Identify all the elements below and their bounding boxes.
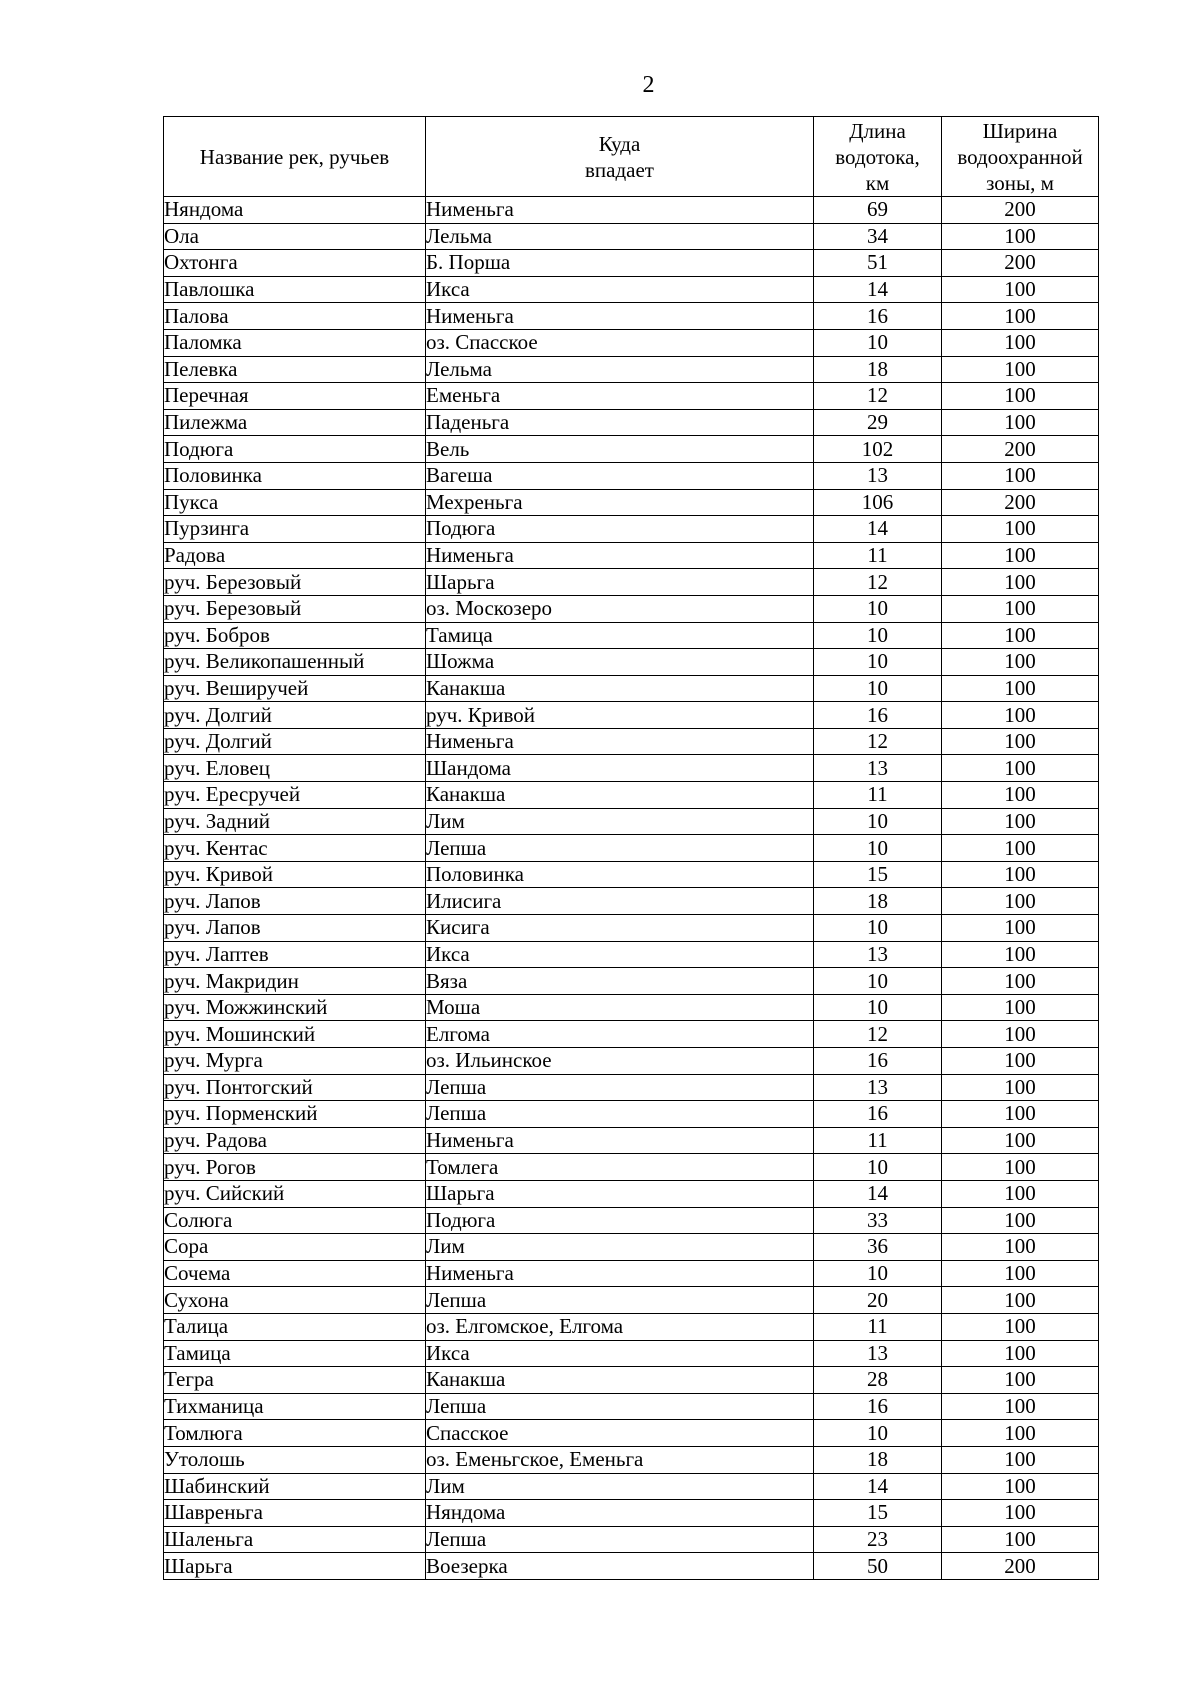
mouth-cell: Елгома [426,1021,814,1048]
table-row [164,915,1099,942]
width-cell: 100 [942,223,1099,250]
table-row [164,250,1099,277]
width-cell: 100 [942,1048,1099,1075]
table-row [164,1180,1099,1207]
river-name-cell: Охтонга [164,250,426,277]
river-name-cell: Пелевка [164,356,426,383]
length-cell: 29 [814,409,942,436]
river-name-cell: Подюга [164,436,426,463]
length-cell: 10 [814,622,942,649]
mouth-cell: Шандома [426,755,814,782]
mouth-cell: Тамица [426,622,814,649]
length-cell: 10 [814,595,942,622]
river-name-cell: Пурзинга [164,516,426,543]
table-row [164,994,1099,1021]
table-row [164,622,1099,649]
width-cell: 100 [942,595,1099,622]
mouth-cell: Икса [426,941,814,968]
mouth-cell: Лепша [426,1526,814,1553]
river-name-cell: Тамица [164,1340,426,1367]
table-row [164,1260,1099,1287]
river-name-cell: Павлошка [164,276,426,303]
river-name-cell: руч. Березовый [164,595,426,622]
width-cell: 100 [942,782,1099,809]
width-cell: 100 [942,1207,1099,1234]
river-name-cell: Радова [164,542,426,569]
mouth-cell: Лельма [426,223,814,250]
river-name-cell: Половинка [164,462,426,489]
mouth-cell: оз. Ильинское [426,1048,814,1075]
table-row [164,489,1099,516]
width-cell: 100 [942,542,1099,569]
width-cell: 100 [942,1313,1099,1340]
river-name-cell: руч. Лапов [164,888,426,915]
table-row [164,649,1099,676]
width-cell: 100 [942,1500,1099,1527]
river-name-cell: Солюга [164,1207,426,1234]
mouth-cell: Шарьга [426,1180,814,1207]
mouth-cell: Нименьга [426,1260,814,1287]
table-row [164,356,1099,383]
width-cell: 100 [942,1367,1099,1394]
river-name-cell: руч. Веширучей [164,675,426,702]
length-cell: 16 [814,702,942,729]
length-cell: 20 [814,1287,942,1314]
length-cell: 10 [814,1260,942,1287]
river-name-cell: Пилежма [164,409,426,436]
river-name-cell: руч. Березовый [164,569,426,596]
length-cell: 18 [814,888,942,915]
river-name-cell: руч. Рогов [164,1154,426,1181]
width-cell: 200 [942,489,1099,516]
header-protection-zone-width: Ширина водоохранной зоны, м [942,117,1099,197]
width-cell: 100 [942,728,1099,755]
width-cell: 100 [942,1420,1099,1447]
table-row [164,968,1099,995]
table-row [164,861,1099,888]
width-cell: 100 [942,861,1099,888]
mouth-cell: Нименьга [426,303,814,330]
river-name-cell: Палова [164,303,426,330]
mouth-cell: Икса [426,1340,814,1367]
table-row [164,569,1099,596]
length-cell: 15 [814,861,942,888]
river-name-cell: руч. Долгий [164,702,426,729]
mouth-cell: Лим [426,1473,814,1500]
width-cell: 100 [942,622,1099,649]
width-cell: 100 [942,356,1099,383]
mouth-cell: Канакша [426,675,814,702]
river-name-cell: Утолошь [164,1446,426,1473]
mouth-cell: Шарьга [426,569,814,596]
length-cell: 13 [814,462,942,489]
table-row [164,1154,1099,1181]
table-row [164,1500,1099,1527]
river-name-cell: руч. Понтогский [164,1074,426,1101]
river-name-cell: руч. Лапов [164,915,426,942]
table-row [164,1313,1099,1340]
table-row [164,276,1099,303]
width-cell: 100 [942,675,1099,702]
length-cell: 10 [814,994,942,1021]
length-cell: 11 [814,542,942,569]
length-cell: 13 [814,1340,942,1367]
width-cell: 100 [942,303,1099,330]
page-number: 2 [642,72,655,98]
table-row [164,1420,1099,1447]
table-row [164,383,1099,410]
mouth-cell: Нименьга [426,197,814,224]
width-cell: 100 [942,1446,1099,1473]
mouth-cell: Няндома [426,1500,814,1527]
mouth-cell: Вагеша [426,462,814,489]
table-row [164,595,1099,622]
length-cell: 10 [814,329,942,356]
rivers-table [163,116,1099,1580]
mouth-cell: оз. Еменьгское, Еменьга [426,1446,814,1473]
table-row [164,1526,1099,1553]
length-cell: 14 [814,1180,942,1207]
river-name-cell: Шарьга [164,1553,426,1580]
width-cell: 100 [942,649,1099,676]
length-cell: 50 [814,1553,942,1580]
width-cell: 100 [942,1180,1099,1207]
length-cell: 69 [814,197,942,224]
width-cell: 100 [942,569,1099,596]
width-cell: 100 [942,1101,1099,1128]
river-name-cell: Сочема [164,1260,426,1287]
table-row [164,1367,1099,1394]
mouth-cell: Б. Порша [426,250,814,277]
table-row [164,888,1099,915]
length-cell: 18 [814,356,942,383]
mouth-cell: Лим [426,808,814,835]
length-cell: 10 [814,1420,942,1447]
width-cell: 100 [942,516,1099,543]
table-row [164,1207,1099,1234]
length-cell: 11 [814,1313,942,1340]
table-row [164,1048,1099,1075]
table-row [164,1393,1099,1420]
width-cell: 100 [942,1473,1099,1500]
mouth-cell: Лепша [426,1074,814,1101]
mouth-cell: Моша [426,994,814,1021]
table-header-row [164,117,1099,197]
river-name-cell: Сухона [164,1287,426,1314]
length-cell: 11 [814,782,942,809]
width-cell: 100 [942,888,1099,915]
length-cell: 34 [814,223,942,250]
width-cell: 200 [942,1553,1099,1580]
width-cell: 200 [942,250,1099,277]
river-name-cell: руч. Кентас [164,835,426,862]
river-name-cell: руч. Сийский [164,1180,426,1207]
length-cell: 10 [814,649,942,676]
length-cell: 12 [814,569,942,596]
mouth-cell: руч. Кривой [426,702,814,729]
length-cell: 14 [814,1473,942,1500]
table-row [164,436,1099,463]
table-row [164,782,1099,809]
mouth-cell: Паденьга [426,409,814,436]
header-length: Длина водотока, км [814,117,942,197]
river-name-cell: Тихманица [164,1393,426,1420]
mouth-cell: оз. Москозеро [426,595,814,622]
mouth-cell: Лепша [426,1393,814,1420]
river-name-cell: Томлюга [164,1420,426,1447]
length-cell: 28 [814,1367,942,1394]
table-row [164,1446,1099,1473]
length-cell: 106 [814,489,942,516]
table-row [164,329,1099,356]
table-row [164,1021,1099,1048]
width-cell: 100 [942,915,1099,942]
length-cell: 16 [814,303,942,330]
length-cell: 18 [814,1446,942,1473]
river-name-cell: Талица [164,1313,426,1340]
river-name-cell: Сора [164,1234,426,1261]
river-name-cell: руч. Можжинский [164,994,426,1021]
river-name-cell: Шабинский [164,1473,426,1500]
length-cell: 16 [814,1048,942,1075]
width-cell: 100 [942,462,1099,489]
length-cell: 12 [814,728,942,755]
width-cell: 100 [942,276,1099,303]
table-row [164,197,1099,224]
length-cell: 10 [814,915,942,942]
width-cell: 100 [942,994,1099,1021]
mouth-cell: Нименьга [426,542,814,569]
width-cell: 100 [942,409,1099,436]
river-name-cell: Няндома [164,197,426,224]
mouth-cell: Лепша [426,1287,814,1314]
width-cell: 100 [942,383,1099,410]
river-name-cell: руч. Великопашенный [164,649,426,676]
mouth-cell: Канакша [426,782,814,809]
width-cell: 100 [942,1393,1099,1420]
table-row [164,1074,1099,1101]
width-cell: 100 [942,1074,1099,1101]
length-cell: 10 [814,808,942,835]
table-row [164,808,1099,835]
mouth-cell: оз. Спасское [426,329,814,356]
table-row [164,675,1099,702]
width-cell: 200 [942,436,1099,463]
river-name-cell: руч. Радова [164,1127,426,1154]
length-cell: 16 [814,1101,942,1128]
river-name-cell: руч. Еловец [164,755,426,782]
mouth-cell: Лельма [426,356,814,383]
length-cell: 36 [814,1234,942,1261]
width-cell: 100 [942,968,1099,995]
mouth-cell: Канакша [426,1367,814,1394]
length-cell: 12 [814,1021,942,1048]
mouth-cell: Мехреньга [426,489,814,516]
table-row [164,542,1099,569]
table-row [164,1287,1099,1314]
mouth-cell: Половинка [426,861,814,888]
width-cell: 100 [942,702,1099,729]
mouth-cell: Шожма [426,649,814,676]
width-cell: 100 [942,755,1099,782]
header-river-name: Название рек, ручьев [164,117,426,197]
width-cell: 100 [942,1021,1099,1048]
length-cell: 13 [814,1074,942,1101]
mouth-cell: Икса [426,276,814,303]
river-name-cell: руч. Долгий [164,728,426,755]
river-name-cell: руч. Мошинский [164,1021,426,1048]
mouth-cell: Лепша [426,1101,814,1128]
mouth-cell: Еменьга [426,383,814,410]
length-cell: 13 [814,941,942,968]
length-cell: 16 [814,1393,942,1420]
river-name-cell: Ола [164,223,426,250]
table-row [164,835,1099,862]
table-row [164,462,1099,489]
width-cell: 100 [942,835,1099,862]
table-row [164,755,1099,782]
mouth-cell: Лим [426,1234,814,1261]
length-cell: 23 [814,1526,942,1553]
length-cell: 14 [814,516,942,543]
river-name-cell: руч. Лаптев [164,941,426,968]
river-name-cell: Тегра [164,1367,426,1394]
river-name-cell: руч. Задний [164,808,426,835]
length-cell: 14 [814,276,942,303]
mouth-cell: Подюга [426,516,814,543]
length-cell: 12 [814,383,942,410]
table-row [164,303,1099,330]
width-cell: 100 [942,1287,1099,1314]
width-cell: 100 [942,329,1099,356]
length-cell: 10 [814,968,942,995]
river-name-cell: Перечная [164,383,426,410]
table-row [164,702,1099,729]
table-row [164,1340,1099,1367]
mouth-cell: Нименьга [426,728,814,755]
mouth-cell: Спасское [426,1420,814,1447]
river-name-cell: руч. Макридин [164,968,426,995]
width-cell: 100 [942,941,1099,968]
mouth-cell: Подюга [426,1207,814,1234]
river-name-cell: руч. Кривой [164,861,426,888]
length-cell: 10 [814,675,942,702]
river-name-cell: Паломка [164,329,426,356]
table-row [164,941,1099,968]
river-name-cell: руч. Порменский [164,1101,426,1128]
mouth-cell: Илисига [426,888,814,915]
length-cell: 10 [814,835,942,862]
length-cell: 15 [814,1500,942,1527]
mouth-cell: Томлега [426,1154,814,1181]
width-cell: 100 [942,1234,1099,1261]
table-row [164,516,1099,543]
mouth-cell: Вяза [426,968,814,995]
river-name-cell: руч. Мурга [164,1048,426,1075]
river-name-cell: Пукса [164,489,426,516]
river-name-cell: Шаленьга [164,1526,426,1553]
mouth-cell: Лепша [426,835,814,862]
table-row [164,409,1099,436]
river-name-cell: руч. Бобров [164,622,426,649]
length-cell: 11 [814,1127,942,1154]
mouth-cell: Вель [426,436,814,463]
table-row [164,1101,1099,1128]
header-mouth: Куда впадает [426,117,814,197]
width-cell: 100 [942,1127,1099,1154]
width-cell: 100 [942,1526,1099,1553]
width-cell: 100 [942,1260,1099,1287]
table-row [164,728,1099,755]
length-cell: 10 [814,1154,942,1181]
length-cell: 102 [814,436,942,463]
width-cell: 100 [942,808,1099,835]
mouth-cell: оз. Елгомское, Елгома [426,1313,814,1340]
length-cell: 13 [814,755,942,782]
mouth-cell: Нименьга [426,1127,814,1154]
width-cell: 200 [942,197,1099,224]
length-cell: 33 [814,1207,942,1234]
mouth-cell: Кисига [426,915,814,942]
width-cell: 100 [942,1154,1099,1181]
table-row [164,1234,1099,1261]
width-cell: 100 [942,1340,1099,1367]
table-body [164,197,1099,1580]
table-row [164,1553,1099,1580]
river-name-cell: руч. Ересручей [164,782,426,809]
table-row [164,1473,1099,1500]
mouth-cell: Воезерка [426,1553,814,1580]
length-cell: 51 [814,250,942,277]
river-name-cell: Шавреньга [164,1500,426,1527]
table-row [164,1127,1099,1154]
table-row [164,223,1099,250]
